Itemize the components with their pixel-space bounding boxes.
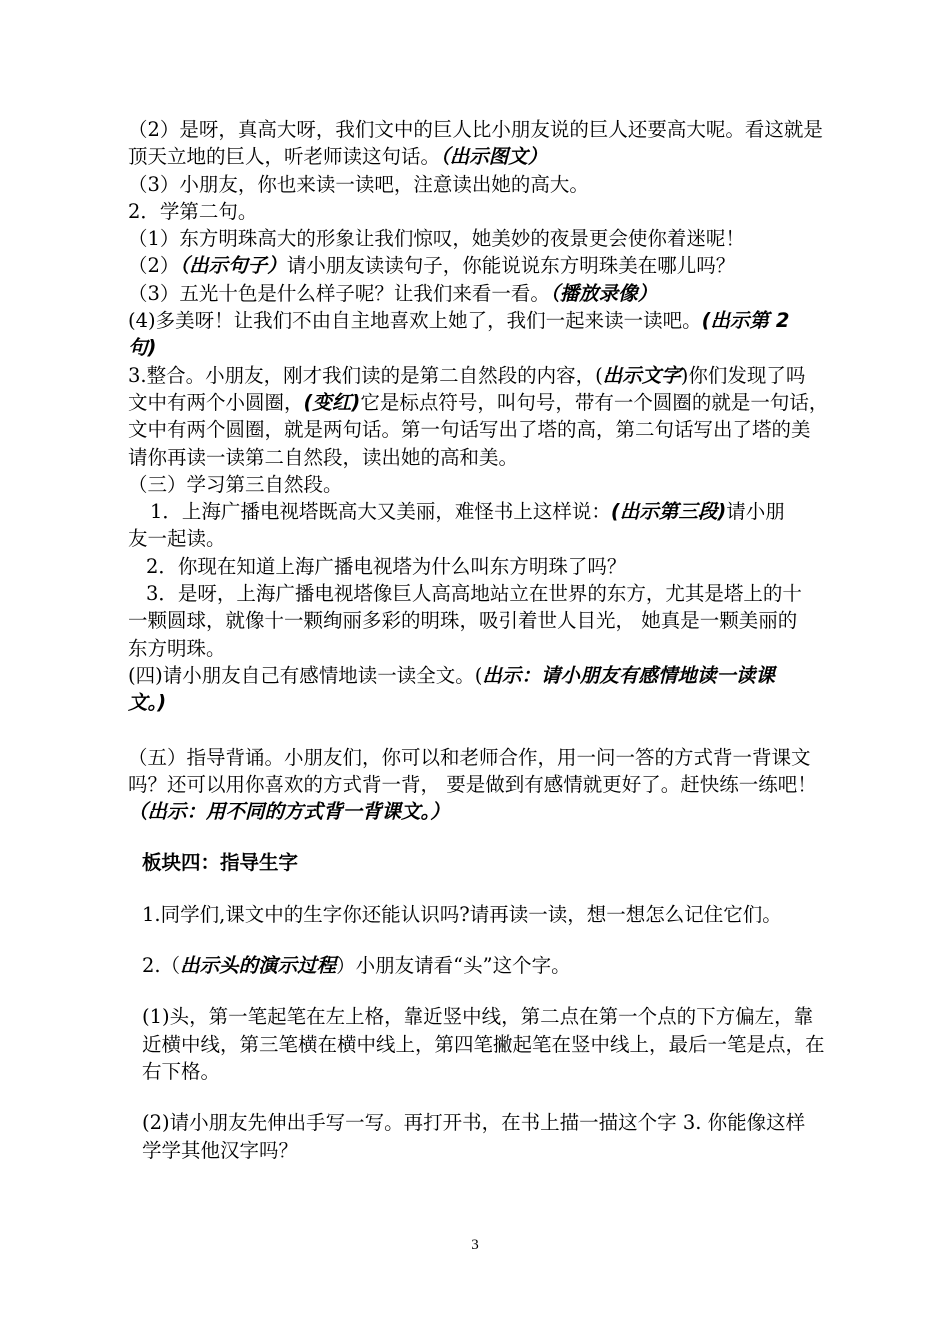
paragraph-gap (128, 928, 890, 952)
text-line (128, 252, 890, 279)
text-line (128, 798, 890, 825)
emphasis-span: (出示第 2 (701, 309, 790, 333)
text-line (128, 525, 890, 552)
text-span: 学学其他汉字吗？ (142, 1138, 299, 1162)
text-span: 友一起读。 (128, 527, 226, 551)
text-span: （2） (128, 254, 180, 278)
document-body (128, 116, 890, 1164)
text-line (128, 498, 890, 525)
text-line (128, 1031, 890, 1058)
text-line (128, 225, 890, 252)
text-span: 请小朋友读读句子，你能说说东方明珠美在哪儿吗？ (286, 254, 736, 278)
text-line (128, 444, 890, 471)
emphasis-span: （播放录像） (549, 281, 658, 305)
text-line (128, 334, 890, 361)
emphasis-span: 出示文字 (602, 363, 681, 387)
text-line (128, 143, 890, 170)
text-span: （三）学习第三自然段。 (128, 472, 343, 496)
text-span: 文中有两个小圆圈， (128, 390, 304, 414)
paragraph-gap (128, 979, 890, 1003)
text-span: （2）是呀，真高大呀，我们文中的巨人比小朋友说的巨人还要高大呢。看这就是 (128, 118, 823, 141)
section-heading (128, 849, 890, 876)
text-line (128, 607, 890, 634)
emphasis-span: （出示：用不同的方式背一背课文。） (128, 800, 450, 824)
emphasis-span: 文。) (128, 691, 167, 715)
emphasis-span: 出示头的演示过程 (180, 954, 337, 978)
text-span: 东方明珠。 (128, 636, 226, 660)
text-span: (1)头，第一笔起笔在左上格，靠近竖中线，第二点在第一个点的下方偏左，靠 (142, 1005, 814, 1029)
text-span: （3）小朋友，你也来读一读吧，注意读出她的高大。 (128, 172, 589, 196)
text-line (128, 416, 890, 443)
emphasis-span: (变红) (303, 390, 361, 414)
text-span: 请小朋 (726, 500, 785, 524)
text-line (128, 1058, 890, 1085)
text-span: 顶天立地的巨人，听老师读这句话。 (128, 145, 441, 169)
emphasis-span: (出示第三段) (610, 500, 727, 524)
text-span: 它是标点符号，叫句号，带有一个圆圈的就是一句话， (360, 390, 829, 414)
text-line (128, 553, 890, 580)
text-line (128, 471, 890, 498)
text-span: 文中有两个圆圈，就是两句话。第一句话写出了塔的高，第二句话写出了塔的美 (128, 418, 811, 442)
text-line (128, 362, 890, 389)
text-span: 3．是呀，上海广播电视塔像巨人高高地站立在世界的东方，尤其是塔上的十 (146, 582, 802, 606)
emphasis-span: 句) (128, 336, 157, 360)
text-line (128, 198, 890, 225)
text-span: 右下格。 (142, 1059, 221, 1083)
emphasis-span: （出示图文） (440, 145, 548, 169)
text-line (128, 171, 890, 198)
text-span: 2．你现在知道上海广播电视塔为什么叫东方明珠了吗？ (146, 554, 627, 578)
heading-text: 板块四：指导生字 (142, 851, 299, 875)
text-line (128, 280, 890, 307)
text-span: (2)请小朋友先伸出手写一写。再打开书，在书上描一描这个字 3. 你能像这样 (142, 1111, 806, 1135)
text-line (128, 307, 890, 334)
paragraph-gap (128, 825, 890, 849)
page-number: 3 (471, 1237, 479, 1253)
text-span: ）小朋友请看“头”这个字。 (336, 954, 571, 978)
text-span: 1．上海广播电视塔既高大又美丽，难怪书上这样说： (150, 500, 611, 524)
text-span: 3.整合。小朋友，刚才我们读的是第二自然段的内容，( (128, 363, 603, 387)
text-span: 近横中线，第三笔横在横中线上，第四笔撇起笔在竖中线上，最后一笔是点，在 (142, 1032, 825, 1056)
text-line (128, 689, 890, 716)
text-line (128, 952, 890, 979)
text-line (128, 580, 890, 607)
paragraph-gap (128, 1085, 890, 1109)
text-line (128, 1109, 890, 1136)
text-line (128, 635, 890, 662)
text-line (128, 901, 890, 928)
text-span: 1.同学们,课文中的生字你还能认识吗?请再读一读，想一想怎么记住它们。 (142, 902, 782, 926)
text-span: （1）东方明珠高大的形象让我们惊叹，她美妙的夜景更会使你着迷呢！ (128, 227, 745, 251)
text-span: 2．学第二句。 (128, 199, 258, 223)
text-span: )你们发现了吗 (680, 363, 806, 387)
paragraph-gap (128, 877, 890, 901)
text-span: 请你再读一读第二自然段，读出她的高和美。 (128, 445, 519, 469)
text-line (128, 389, 890, 416)
text-line (128, 662, 890, 689)
text-line (128, 771, 890, 798)
text-span: 吗？还可以用你喜欢的方式背一背， 要是做到有感情就更好了。赶快练一练吧！ (128, 772, 817, 796)
text-span: (四)请小朋友自己有感情地读一读全文。( (128, 663, 483, 687)
text-span: 一颗圆球，就像十一颗绚丽多彩的明珠，吸引着世人目光， 她真是一颗美丽的 (128, 609, 798, 633)
text-line (128, 116, 890, 143)
emphasis-span: （出示句子） (179, 254, 287, 278)
text-span: （3）五光十色是什么样子呢？让我们来看一看。 (128, 281, 550, 305)
text-span: (4)多美呀！让我们不由自主地喜欢上她了，我们一起来读一读吧。 (128, 309, 702, 333)
text-span: （五）指导背诵。小朋友们，你可以和老师合作，用一问一答的方式背一背课文 (128, 745, 811, 769)
paragraph-gap (128, 717, 890, 744)
text-span: 2.（ (142, 954, 181, 978)
text-line (128, 1137, 890, 1164)
text-line (128, 744, 890, 771)
emphasis-span: 出示：请小朋友有感情地读一读课 (482, 663, 775, 687)
text-line (128, 1003, 890, 1030)
